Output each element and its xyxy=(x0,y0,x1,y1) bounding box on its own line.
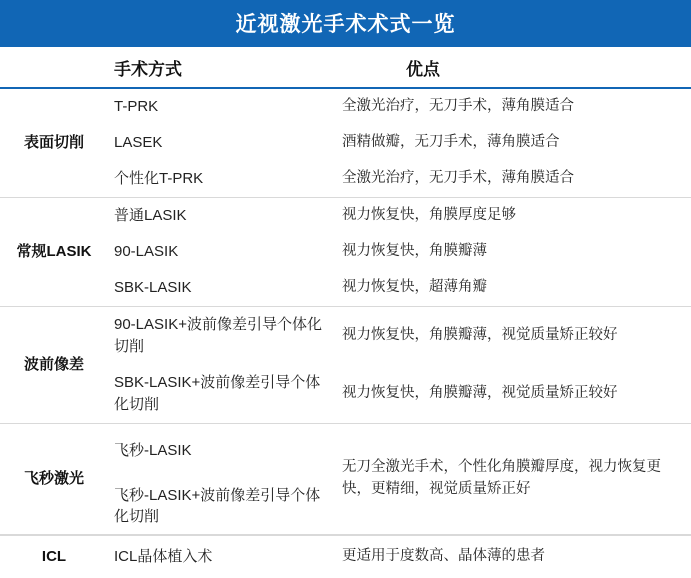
table-row xyxy=(108,234,691,270)
table-row xyxy=(108,198,691,234)
group-category-label: 表面切削 xyxy=(23,133,84,151)
row-merit: 视力恢复快，角膜瓣薄 xyxy=(342,243,487,260)
table-group xyxy=(0,198,691,307)
table-row xyxy=(108,365,691,423)
row-merit: 视力恢复快，角膜瓣薄，视觉质量矫正较好 xyxy=(342,385,618,402)
row-method: LASEK xyxy=(114,134,163,152)
row-method: 90-LASIK xyxy=(114,243,179,261)
table-row xyxy=(108,161,691,197)
group-rows xyxy=(108,198,691,306)
row-method: ICL晶体植入术 xyxy=(114,548,213,566)
row-method: 飞秒-LASIK+波前像差引导个体化切削 xyxy=(114,486,321,526)
row-merit: 视力恢复快，角膜厚度足够 xyxy=(342,207,516,224)
group-category-label: 飞秒激光 xyxy=(23,469,84,487)
header-merit: 优点 xyxy=(406,59,440,79)
row-merit-merged: 无刀全激光手术，个性化角膜瓣厚度，视力恢复更快，更精细，视觉质量矫正好 xyxy=(342,459,661,497)
table-group xyxy=(0,89,691,198)
row-method: T-PRK xyxy=(114,98,159,116)
row-method: 个性化T-PRK xyxy=(114,170,204,188)
group-category-label: ICL xyxy=(41,547,67,565)
table-row xyxy=(108,89,691,125)
surgery-table xyxy=(0,47,691,578)
table-row xyxy=(108,270,691,306)
header-method: 手术方式 xyxy=(114,59,182,79)
row-method: SBK-LASIK xyxy=(114,279,192,297)
group-category-label: 波前像差 xyxy=(23,355,84,373)
page-title: 近视激光手术术式一览 xyxy=(0,0,691,47)
table-group xyxy=(0,535,691,578)
table-row xyxy=(108,125,691,161)
row-method: 飞秒-LASIK xyxy=(114,442,192,460)
table-row xyxy=(108,307,691,365)
group-category-label: 常规LASIK xyxy=(16,242,92,260)
row-method: 普通LASIK xyxy=(114,207,187,225)
row-merit: 全激光治疗，无刀手术，薄角膜适合 xyxy=(342,98,574,115)
group-rows xyxy=(108,89,691,197)
row-merit: 酒精做瓣，无刀手术，薄角膜适合 xyxy=(342,134,560,151)
row-merit: 视力恢复快，超薄角瓣 xyxy=(342,279,487,296)
row-merit: 全激光治疗，无刀手术，薄角膜适合 xyxy=(342,170,574,187)
method-column xyxy=(108,424,338,534)
table-group xyxy=(0,307,691,424)
row-merit: 更适用于度数高、晶体薄的患者 xyxy=(342,548,545,565)
row-method: SBK-LASIK+波前像差引导个体化切削 xyxy=(114,374,321,413)
group-rows xyxy=(108,307,691,423)
table-header-row xyxy=(0,47,691,89)
row-method: 90-LASIK+波前像差引导个体化切削 xyxy=(114,316,322,355)
group-rows xyxy=(108,424,691,534)
table-row xyxy=(108,536,691,578)
table-group xyxy=(0,424,691,535)
row-merit: 视力恢复快，角膜瓣薄，视觉质量矫正较好 xyxy=(342,327,618,344)
group-rows xyxy=(108,536,691,578)
